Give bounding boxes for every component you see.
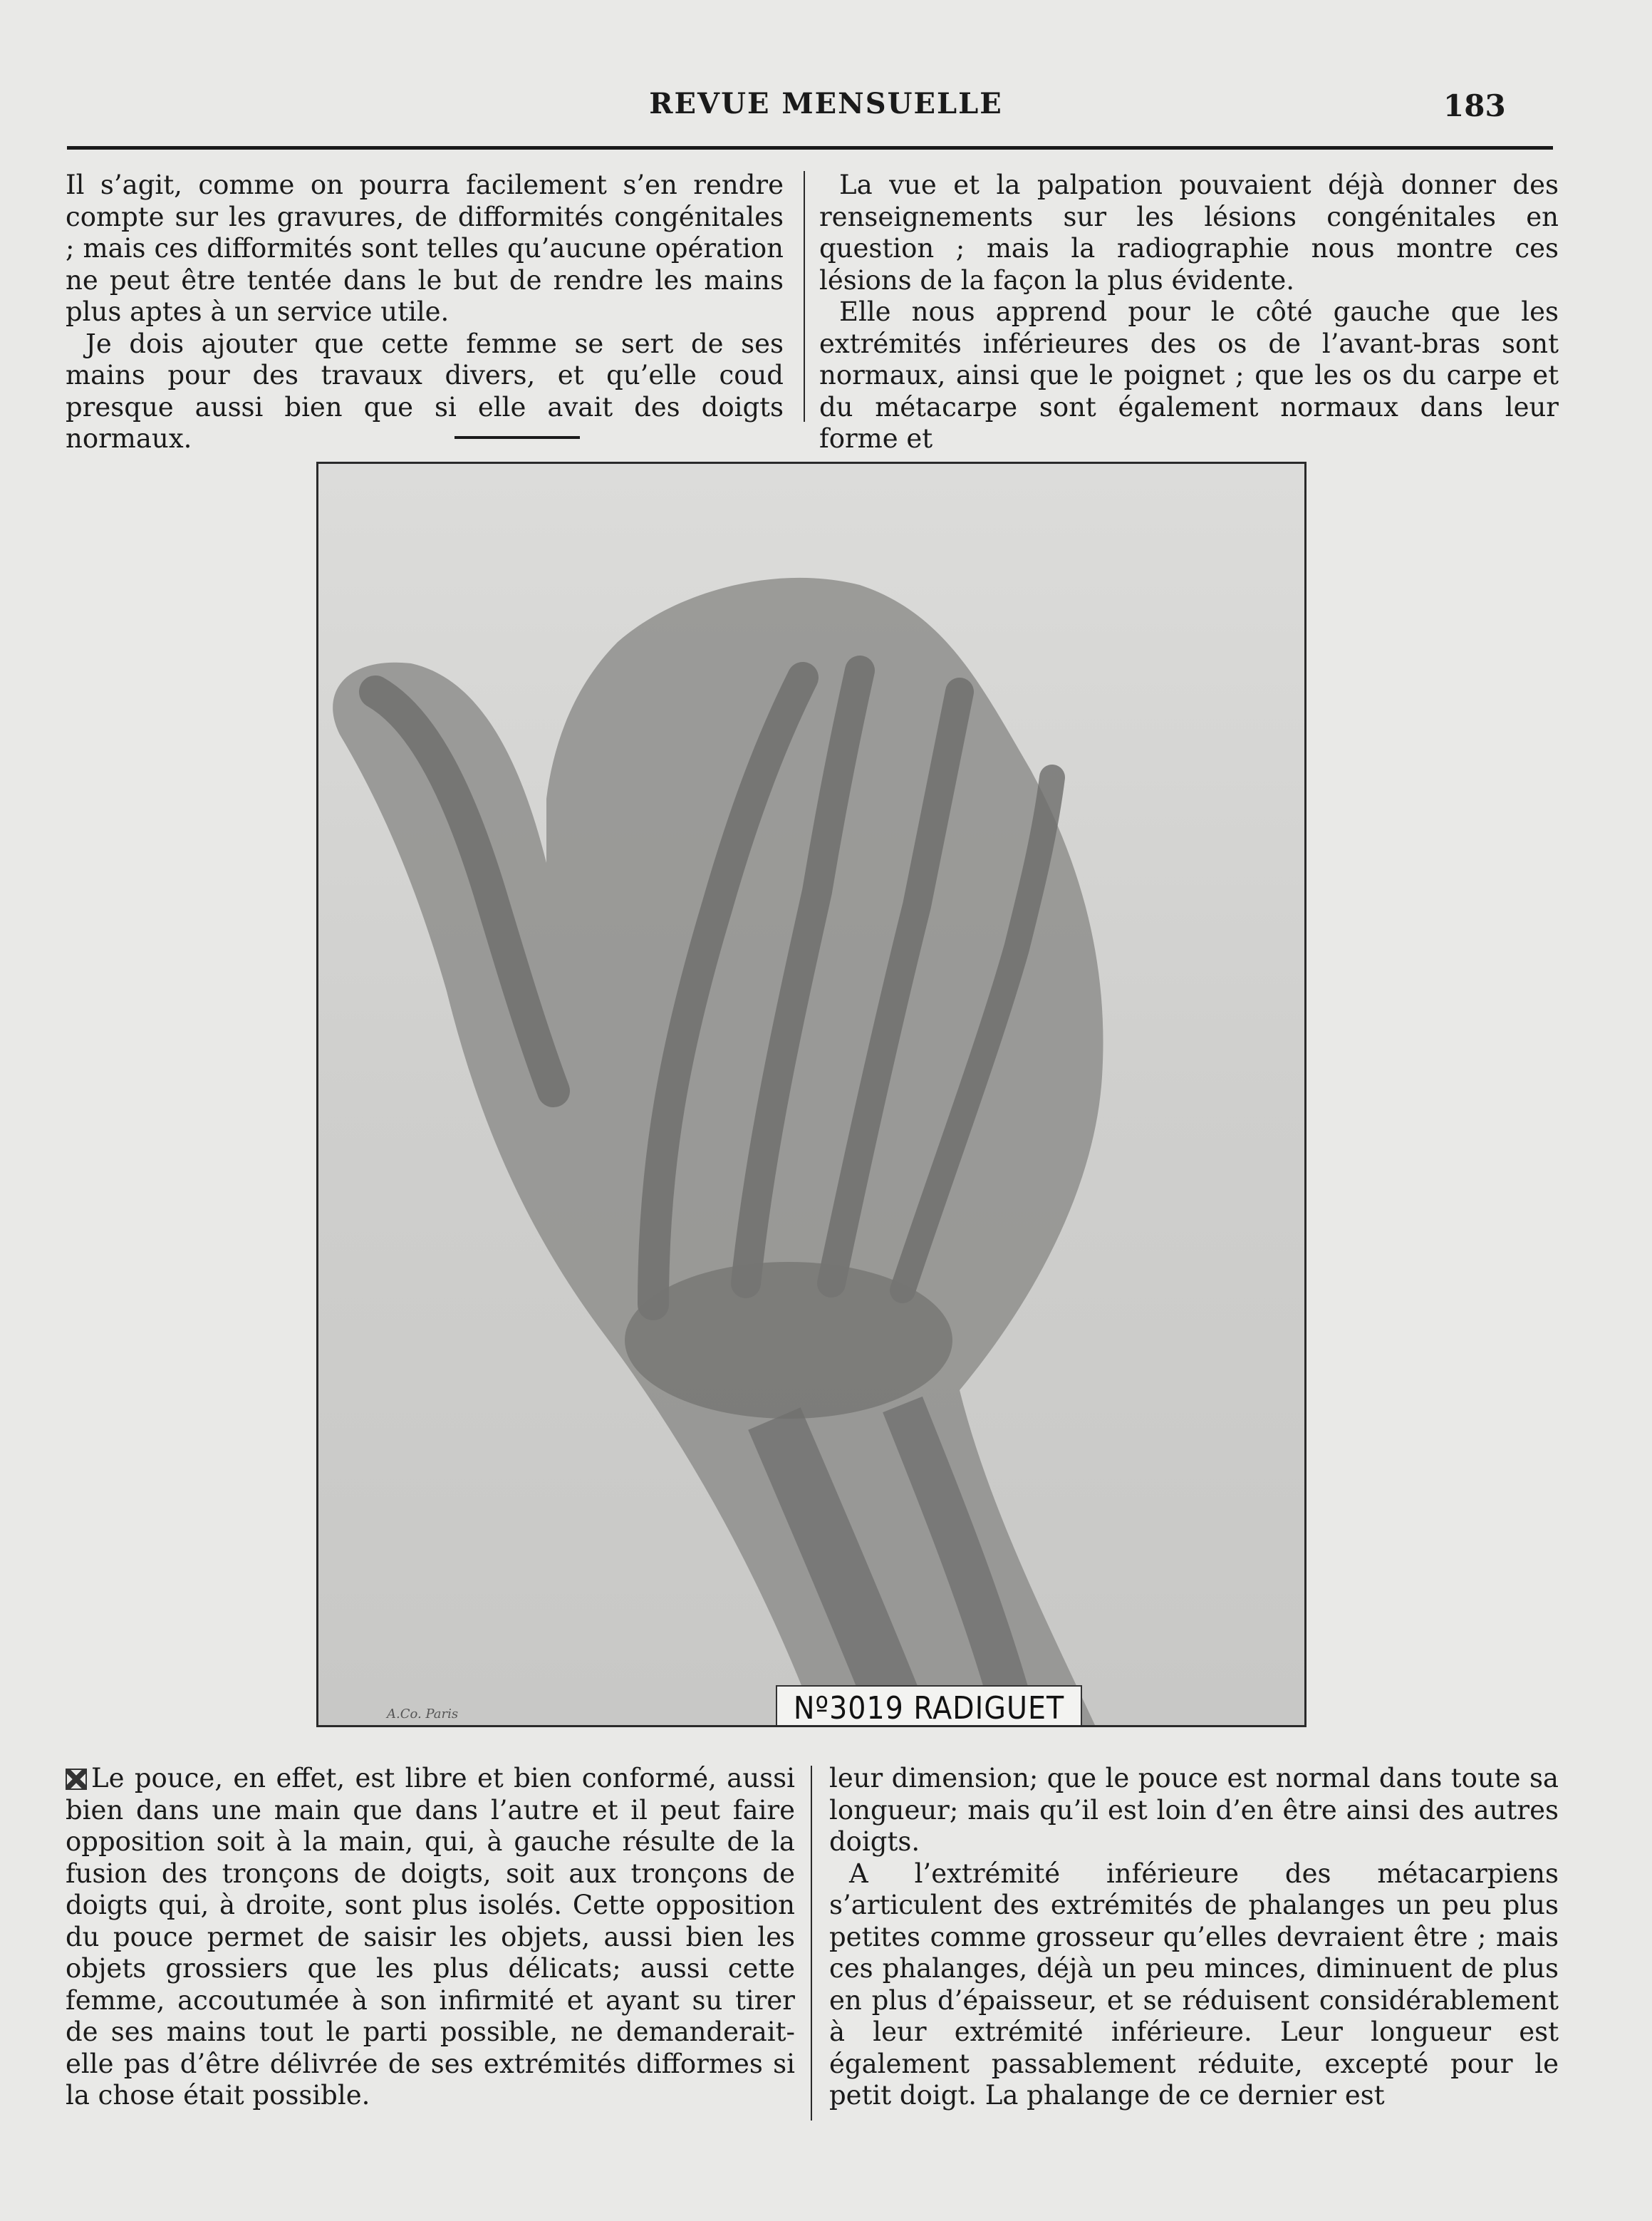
top-right-column xyxy=(819,170,1559,455)
paragraph: A l’extrémité inférieure des métacarpiens s’articulent des extrémités de phalanges un peu plus petites comme grosseur qu’elles devraient être ; mais ces phalanges, déjà un peu minces, diminuent de plus en plus d’épaisseur, et se réduisent considérablement à leur extrémité inférieure. Leur longueur est également passablement réduite, excepté pour le petit doigt. La phalange de ce dernier est xyxy=(829,1858,1559,2111)
carpal-bones xyxy=(625,1262,952,1419)
top-left-column xyxy=(66,170,784,455)
page-number: 183 xyxy=(1443,88,1506,123)
section-separator xyxy=(454,436,580,439)
figure-caption: Nº3019 RADIGUET xyxy=(776,1685,1082,1727)
bottom-left-column xyxy=(66,1763,795,2112)
running-title: REVUE MENSUELLE xyxy=(649,87,1003,120)
paragraph: La vue et la palpation pouvaient déjà donner des renseignements sur les lésions congénitales en question ; mais la radiographie nous montre ces lésions de la façon la plus évidente. xyxy=(819,170,1559,296)
engraver-mark: A.Co. Paris xyxy=(387,1707,459,1722)
radiograph-plate xyxy=(316,462,1306,1727)
paragraph: Je dois ajouter que cette femme se sert de ses mains pour des travaux divers, et qu’elle coud presque aussi bien que si elle avait des doigts normaux. xyxy=(66,328,784,454)
paragraph: leur dimension; que le pouce est normal dans toute sa longueur; mais qu’il est loin d’en être ainsi des autres doigts. xyxy=(829,1763,1559,1857)
paragraph-text: Le pouce, en effet, est libre et bien conformé, aussi bien dans une main que dans l’autre et il peut faire opposition soit à la main, qui, à gauche résulte de la fusion des tronçons de doigts, soit aux tronçons de doigts qui, à droite, sont plus isolés. Cette opposition du pouce permet de saisir les objets, aussi bien les objets grossiers que les plus délicats; aussi cette femme, accoutumée à son infirmité et ayant su tirer de ses mains tout le parti possible, ne demanderait-elle pas d’être délivrée de ses extrémités difformes si la chose était possible. xyxy=(66,1763,795,2111)
header-rule xyxy=(67,146,1553,150)
column-divider xyxy=(804,171,805,422)
paragraph: Il s’agit, comme on pourra facilement s’en rendre compte sur les gravures, de difformités congénitales ; mais ces difformités sont telles qu’aucune opération ne peut être tentée dans le but de rendre les mains plus aptes à un service utile. xyxy=(66,170,784,327)
paragraph xyxy=(66,1763,795,2112)
fleuron-ornament-icon xyxy=(66,1769,87,1790)
paragraph: Elle nous apprend pour le côté gauche que les extrémités inférieures des os de l’avant-bras sont normaux, ainsi que le poignet ; que les os du carpe et du métacarpe sont également normaux dans leur forme et xyxy=(819,296,1559,454)
hand-radiograph-image xyxy=(318,464,1304,1725)
bottom-right-column xyxy=(829,1763,1559,2112)
column-divider xyxy=(811,1766,812,2121)
